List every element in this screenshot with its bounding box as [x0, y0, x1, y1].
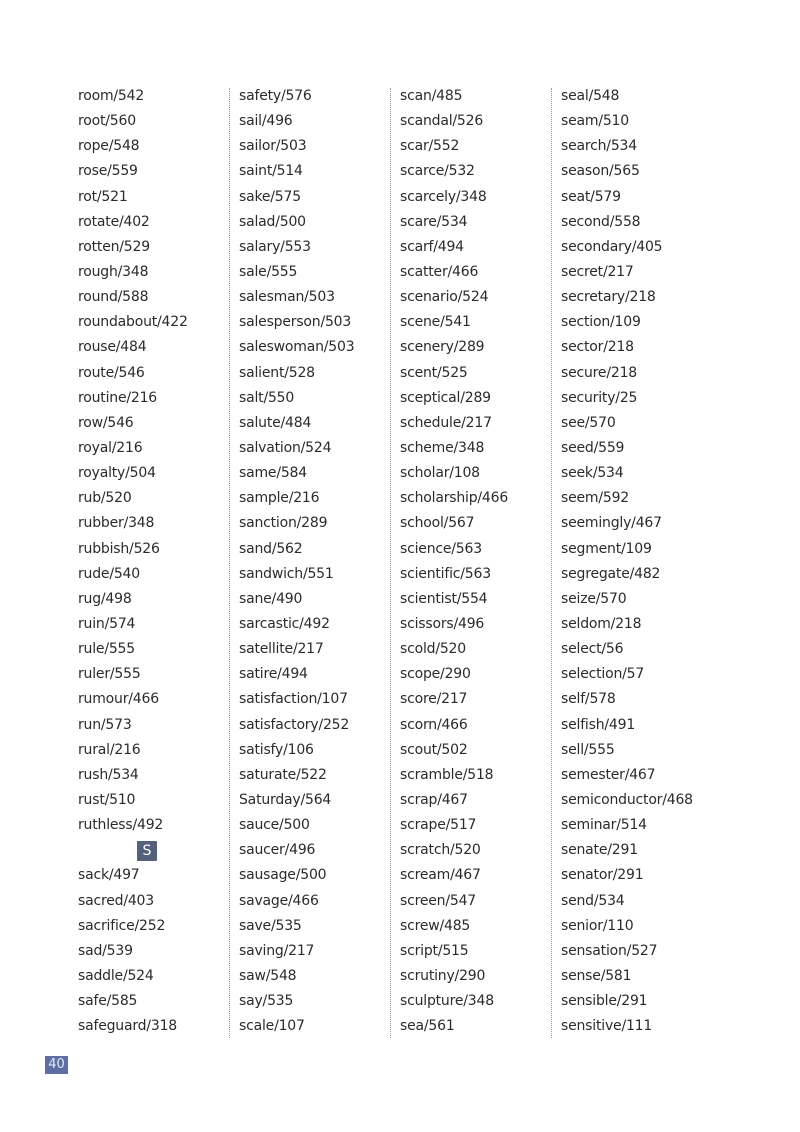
word-entry: sceptical/289	[400, 389, 491, 406]
word-entry: science/563	[400, 540, 482, 557]
word-entry: scale/107	[239, 1018, 305, 1035]
word-entry: search/534	[561, 138, 637, 155]
word-entry: sensible/291	[561, 993, 648, 1010]
word-entry: second/558	[561, 213, 641, 230]
word-entry: scenery/289	[400, 339, 485, 356]
word-entry: self/578	[561, 691, 616, 708]
word-entry: scarf/494	[400, 238, 464, 255]
word-entry: section/109	[561, 314, 641, 331]
word-entry: scrutiny/290	[400, 967, 486, 984]
word-entry: sack/497	[78, 867, 140, 884]
word-entry: rouse/484	[78, 339, 147, 356]
word-entry: secure/218	[561, 364, 637, 381]
word-entry: scatter/466	[400, 263, 479, 280]
word-entry: seed/559	[561, 439, 625, 456]
section-letter-row	[78, 838, 188, 863]
word-entry: rumour/466	[78, 691, 159, 708]
word-entry: selection/57	[561, 666, 645, 683]
word-entry: saturate/522	[239, 766, 327, 783]
word-entry: scholarship/466	[400, 490, 509, 507]
word-entry: satire/494	[239, 666, 308, 683]
word-entry: scrap/467	[400, 791, 468, 808]
word-entry: sculpture/348	[400, 993, 494, 1010]
word-entry: scream/467	[400, 867, 481, 884]
word-entry: seminar/514	[561, 817, 647, 834]
word-entry: run/573	[78, 716, 132, 733]
word-entry: rug/498	[78, 590, 132, 607]
word-entry: scorn/466	[400, 716, 468, 733]
word-entry: seemingly/467	[561, 515, 662, 532]
page-number: 40	[45, 1056, 68, 1074]
word-entry: screen/547	[400, 892, 476, 909]
word-entry: segregate/482	[561, 565, 661, 582]
word-entry: select/56	[561, 641, 624, 658]
word-entry: seek/534	[561, 465, 624, 482]
word-entry: seem/592	[561, 490, 629, 507]
word-entry: safeguard/318	[78, 1018, 177, 1035]
word-entry: sauce/500	[239, 817, 310, 834]
word-entry: selfish/491	[561, 716, 636, 733]
word-entry: round/588	[78, 289, 149, 306]
word-entry: sea/561	[400, 1018, 455, 1035]
word-entry: sale/555	[239, 263, 298, 280]
word-entry: sacred/403	[78, 892, 154, 909]
word-entry: savage/466	[239, 892, 319, 909]
word-entry: rope/548	[78, 138, 140, 155]
word-entry: salt/550	[239, 389, 295, 406]
word-entry: rough/348	[78, 263, 149, 280]
word-entry: rust/510	[78, 791, 136, 808]
word-entry: school/567	[400, 515, 475, 532]
word-entry: seldom/218	[561, 615, 642, 632]
word-column-2	[239, 84, 354, 1039]
word-column-3	[400, 84, 508, 1039]
word-entry: sell/555	[561, 741, 615, 758]
word-entry: satellite/217	[239, 641, 324, 658]
word-entry: see/570	[561, 414, 616, 431]
word-entry: score/217	[400, 691, 468, 708]
word-entry: scientific/563	[400, 565, 491, 582]
word-entry: sailor/503	[239, 138, 307, 155]
word-entry: security/25	[561, 389, 638, 406]
word-entry: room/542	[78, 88, 145, 104]
word-entry: rule/555	[78, 641, 135, 658]
word-entry: senate/291	[561, 842, 638, 859]
word-entry: routine/216	[78, 389, 157, 406]
word-entry: script/515	[400, 942, 469, 959]
word-entry: salad/500	[239, 213, 306, 230]
word-entry: rubbish/526	[78, 540, 160, 557]
word-entry: saving/217	[239, 942, 315, 959]
word-entry: sacrifice/252	[78, 917, 166, 934]
word-entry: saw/548	[239, 967, 297, 984]
word-entry: semiconductor/468	[561, 791, 693, 808]
word-entry: salvation/524	[239, 439, 332, 456]
word-entry: scramble/518	[400, 766, 494, 783]
word-entry: satisfy/106	[239, 741, 314, 758]
word-entry: saint/514	[239, 163, 303, 180]
word-entry: schedule/217	[400, 414, 492, 431]
section-letter-badge: S	[137, 841, 157, 861]
word-entry: secondary/405	[561, 238, 663, 255]
word-entry: salesman/503	[239, 289, 335, 306]
word-entry: scarce/532	[400, 163, 475, 180]
word-entry: sandwich/551	[239, 565, 334, 582]
column-divider	[390, 88, 391, 1038]
word-entry: sausage/500	[239, 867, 327, 884]
word-entry: scarcely/348	[400, 188, 487, 205]
word-entry: scenario/524	[400, 289, 489, 306]
word-entry: scandal/526	[400, 113, 484, 130]
word-entry: root/560	[78, 113, 136, 130]
word-entry: sensitive/111	[561, 1018, 653, 1035]
word-entry: seam/510	[561, 113, 629, 130]
word-entry: seal/548	[561, 88, 620, 104]
word-entry: ruthless/492	[78, 817, 164, 834]
column-divider	[229, 88, 230, 1038]
word-entry: rubber/348	[78, 515, 155, 532]
word-entry: scissors/496	[400, 615, 485, 632]
word-entry: rural/216	[78, 741, 141, 758]
word-entry: sake/575	[239, 188, 301, 205]
word-column-1	[78, 84, 188, 1039]
column-divider	[551, 88, 552, 1038]
word-entry: seat/579	[561, 188, 621, 205]
word-entry: royalty/504	[78, 465, 156, 482]
word-entry: sensation/527	[561, 942, 658, 959]
word-entry: salary/553	[239, 238, 311, 255]
word-entry: salesperson/503	[239, 314, 352, 331]
word-entry: segment/109	[561, 540, 652, 557]
word-entry: route/546	[78, 364, 145, 381]
word-entry: rot/521	[78, 188, 128, 205]
word-entry: rude/540	[78, 565, 140, 582]
word-entry: save/535	[239, 917, 302, 934]
word-entry: secret/217	[561, 263, 634, 280]
word-entry: scent/525	[400, 364, 468, 381]
word-entry: rush/534	[78, 766, 139, 783]
word-entry: sector/218	[561, 339, 634, 356]
word-entry: satisfaction/107	[239, 691, 348, 708]
word-entry: scholar/108	[400, 465, 480, 482]
word-entry: seize/570	[561, 590, 627, 607]
word-entry: sand/562	[239, 540, 303, 557]
word-entry: royal/216	[78, 439, 143, 456]
word-entry: Saturday/564	[239, 791, 332, 808]
word-entry: season/565	[561, 163, 640, 180]
word-entry: rose/559	[78, 163, 138, 180]
word-entry: rub/520	[78, 490, 132, 507]
word-entry: semester/467	[561, 766, 656, 783]
word-entry: scan/485	[400, 88, 463, 104]
word-entry: scratch/520	[400, 842, 481, 859]
word-entry: saleswoman/503	[239, 339, 355, 356]
word-entry: sad/539	[78, 942, 133, 959]
word-entry: sample/216	[239, 490, 320, 507]
word-entry: say/535	[239, 993, 294, 1010]
word-entry: scare/534	[400, 213, 468, 230]
word-entry: senator/291	[561, 867, 644, 884]
word-entry: rotten/529	[78, 238, 150, 255]
word-entry: salute/484	[239, 414, 312, 431]
word-entry: ruin/574	[78, 615, 136, 632]
word-entry: scheme/348	[400, 439, 485, 456]
word-entry: sense/581	[561, 967, 632, 984]
word-entry: scout/502	[400, 741, 468, 758]
word-entry: satisfactory/252	[239, 716, 350, 733]
word-entry: send/534	[561, 892, 625, 909]
word-entry: sane/490	[239, 590, 303, 607]
word-entry: saddle/524	[78, 967, 154, 984]
word-entry: sanction/289	[239, 515, 328, 532]
word-entry: scientist/554	[400, 590, 488, 607]
word-entry: secretary/218	[561, 289, 656, 306]
word-entry: screw/485	[400, 917, 471, 934]
word-entry: ruler/555	[78, 666, 141, 683]
word-column-4	[561, 84, 693, 1039]
word-entry: scar/552	[400, 138, 460, 155]
word-entry: scold/520	[400, 641, 466, 658]
word-entry: same/584	[239, 465, 307, 482]
word-entry: safety/576	[239, 88, 312, 104]
word-entry: scope/290	[400, 666, 471, 683]
word-entry: saucer/496	[239, 842, 316, 859]
word-entry: scene/541	[400, 314, 471, 331]
word-entry: salient/528	[239, 364, 315, 381]
word-entry: row/546	[78, 414, 134, 431]
word-entry: sail/496	[239, 113, 293, 130]
word-entry: roundabout/422	[78, 314, 188, 331]
word-entry: rotate/402	[78, 213, 150, 230]
word-entry: sarcastic/492	[239, 615, 330, 632]
word-entry: scrape/517	[400, 817, 477, 834]
word-entry: senior/110	[561, 917, 634, 934]
word-entry: safe/585	[78, 993, 138, 1010]
